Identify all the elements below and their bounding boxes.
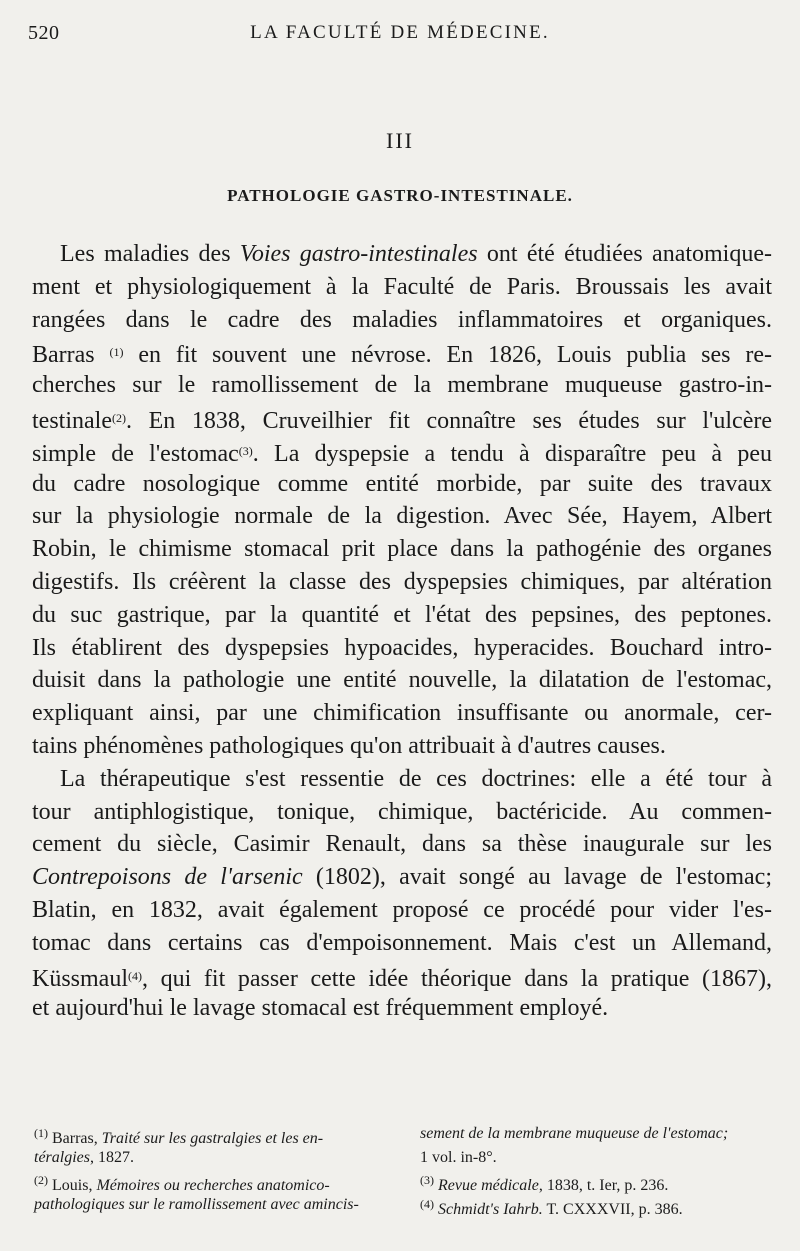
footnotes-right-column <box>420 1122 772 1216</box>
footnotes-left-column <box>34 1122 390 1216</box>
text-line: expliquant ainsi, par une chimification insuffisante ou anormale, cer- <box>32 700 772 727</box>
body-text <box>32 238 772 1025</box>
text-line: cherches sur le ramollissement de la membrane muqueuse gastro-in- <box>32 372 772 399</box>
footnote-ref: (2) <box>111 410 126 425</box>
text-line: digestifs. Ils créèrent la classe des dyspepsies chimiques, par altération <box>32 568 772 595</box>
text-line: La thérapeutique s'est ressentie de ces doctrines: elle a été tour à <box>60 765 772 792</box>
section-number: III <box>386 128 414 153</box>
text-line: Barras $^{(1)}$ en fit souvent une névrose. En 1826, Louis publia ses re- <box>32 342 772 369</box>
text-line: tour antiphlogistique, tonique, chimique, bactéricide. Au commen- <box>32 798 772 825</box>
text-line: Küssmaul$^{(4)}$, qui fit passer cette idée théorique dans la pratique (1867), <box>32 965 772 992</box>
text-line: tomac dans certains cas d'empoisonnement. Mais c'est un Allemand, <box>32 929 772 956</box>
footnote-line: téralgies, 1827. <box>34 1148 134 1166</box>
footnote-ref: (1) <box>109 345 124 360</box>
footnote-line: $^{(2)}$ Louis, Mémoires ou recherches anatomico- <box>34 1173 330 1194</box>
text-line: sur la physiologie normale de la digestion. Avec Sée, Hayem, Albert <box>32 503 772 530</box>
footnote-ref: (3) <box>238 443 253 458</box>
footnote-line: 1 vol. in-8°. <box>420 1148 497 1166</box>
footnote-line: pathologiques sur le ramollissement avec amincis- <box>34 1195 359 1213</box>
page-number: 520 <box>28 22 60 44</box>
text-line: Contrepoisons de l'arsenic (1802), avait songé au lavage de l'estomac; <box>32 864 773 891</box>
running-title: LA FACULTÉ DE MÉDECINE. <box>250 22 550 43</box>
text-line: du cadre nosologique comme entité morbide, par suite des travaux <box>32 470 772 497</box>
text-line: du suc gastrique, par la quantité et l'état des pepsines, des peptones. <box>32 601 772 628</box>
section-title: PATHOLOGIE GASTRO-INTESTINALE. <box>227 186 573 205</box>
text-line: cement du siècle, Casimir Renault, dans sa thèse inaugurale sur les <box>32 831 772 858</box>
footnote-line: $^{(3)}$ Revue médicale, 1838, t. Ier, p. 236. <box>420 1173 669 1194</box>
running-head <box>28 22 772 56</box>
footnote-line: $^{(1)}$ Barras, Traité sur les gastralgies et les en- <box>34 1126 324 1147</box>
text-line: rangées dans le cadre des maladies inflammatoires et organiques. <box>32 306 772 333</box>
footnote-ref: (4) <box>128 968 142 983</box>
text-line: ment et physiologiquement à la Faculté de Paris. Broussais les avait <box>32 273 772 300</box>
text-line: Ils établirent des dyspepsies hypoacides, hyperacides. Bouchard intro- <box>32 634 772 661</box>
text-line: et aujourd'hui le lavage stomacal est fréquemment employé. <box>32 995 609 1022</box>
text-line: Blatin, en 1832, avait également proposé ce procédé pour vider l'es- <box>32 896 772 923</box>
footnote-line: sement de la membrane muqueuse de l'estomac; <box>420 1125 729 1142</box>
text-line: Les maladies des Voies gastro-intestinales ont été étudiées anatomique- <box>60 241 772 267</box>
text-line: testinale$^{(2)}$. En 1838, Cruveilhier fit connaître ses études sur l'ulcère <box>32 407 772 434</box>
text-line: duisit dans la pathologie une entité nouvelle, la dilatation de l'estomac, <box>32 667 772 694</box>
text-line: Robin, le chimisme stomacal prit place dans la pathogénie des organes <box>32 536 772 563</box>
text-line: simple de l'estomac$^{(3)}$. La dyspepsie a tendu à disparaître peu à peu <box>32 440 772 467</box>
text-line: tains phénomènes pathologiques qu'on attribuait à d'autres causes. <box>32 732 666 759</box>
footnote-line: $^{(4)}$ Schmidt's Iahrb. T. CXXXVII, p. 386. <box>420 1196 683 1218</box>
